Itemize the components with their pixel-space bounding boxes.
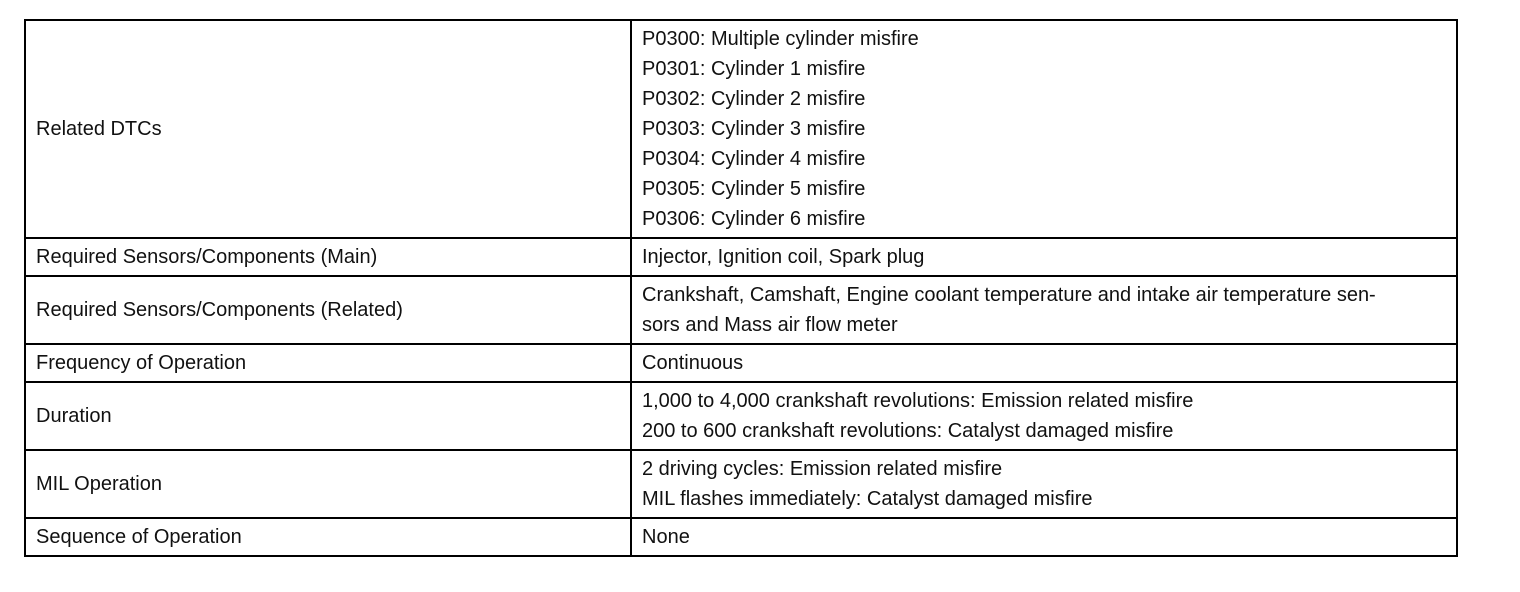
table-row [25, 450, 1457, 518]
row-value: Continuous [631, 344, 1457, 382]
value-line: sors and Mass air flow meter [642, 314, 898, 336]
row-label: Frequency of Operation [25, 344, 631, 382]
row-value [631, 276, 1457, 344]
table-row [25, 20, 1457, 238]
table-row [25, 276, 1457, 344]
row-label: Sequence of Operation [25, 518, 631, 556]
dtc-item: P0300: Multiple cylinder misfire [642, 28, 919, 50]
table-row [25, 518, 1457, 556]
row-label: Required Sensors/Components (Main) [25, 238, 631, 276]
dtc-item: P0303: Cylinder 3 misfire [642, 118, 866, 140]
row-label: Duration [25, 382, 631, 450]
row-label: MIL Operation [25, 450, 631, 518]
table-row [25, 382, 1457, 450]
dtc-item: P0306: Cylinder 6 misfire [642, 208, 866, 230]
value-line: 200 to 600 crankshaft revolutions: Catalyst damaged misfire [642, 420, 1174, 442]
dtc-item: P0302: Cylinder 2 misfire [642, 88, 866, 110]
value-line: 1,000 to 4,000 crankshaft revolutions: Emission related misfire [642, 390, 1194, 412]
value-line: 2 driving cycles: Emission related misfire [642, 458, 1003, 480]
monitor-spec-table [24, 19, 1458, 557]
value-line: MIL flashes immediately: Catalyst damaged misfire [642, 488, 1093, 510]
value-line: Crankshaft, Camshaft, Engine coolant temperature and intake air temperature sen- [642, 284, 1376, 306]
row-value [631, 450, 1457, 518]
dtc-item: P0304: Cylinder 4 misfire [642, 148, 866, 170]
dtc-item: P0305: Cylinder 5 misfire [642, 178, 866, 200]
row-label: Required Sensors/Components (Related) [25, 276, 631, 344]
table-row [25, 238, 1457, 276]
row-value: None [631, 518, 1457, 556]
dtc-list [631, 20, 1457, 238]
dtc-item: P0301: Cylinder 1 misfire [642, 58, 866, 80]
row-value [631, 382, 1457, 450]
row-label: Related DTCs [25, 20, 631, 238]
table-row [25, 344, 1457, 382]
row-value: Injector, Ignition coil, Spark plug [631, 238, 1457, 276]
